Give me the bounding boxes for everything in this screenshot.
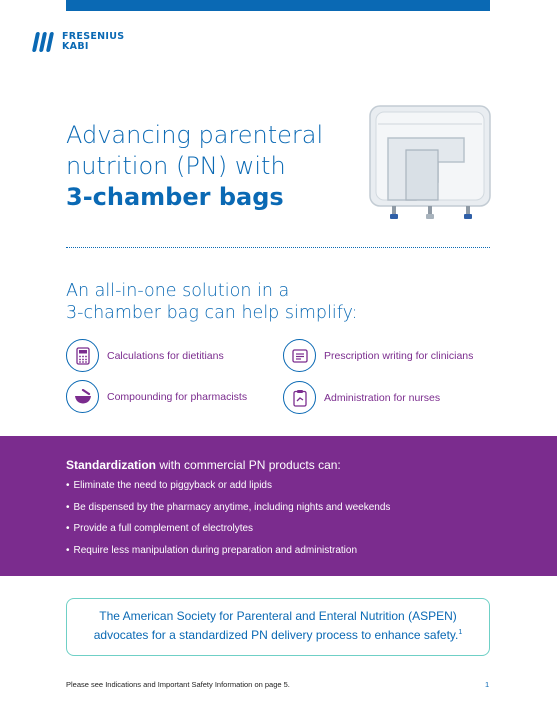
logo-mark-icon bbox=[34, 32, 56, 52]
list-item: • Require less manipulation during preparation and administration bbox=[66, 545, 390, 556]
list-item: • Be dispensed by the pharmacy anytime, including nights and weekends bbox=[66, 502, 390, 513]
logo-wordmark bbox=[62, 32, 124, 52]
section-subhead bbox=[66, 280, 396, 324]
clipboard-icon bbox=[283, 381, 316, 414]
list-item: • Eliminate the need to piggyback or add lipids bbox=[66, 480, 390, 491]
standardization-list bbox=[66, 480, 390, 566]
mortar-pestle-icon bbox=[66, 380, 99, 413]
benefit-label: Calculations for dietitians bbox=[107, 349, 224, 362]
title-line-2: nutrition (PN) with bbox=[66, 152, 286, 180]
list-item: • Provide a full complement of electrolytes bbox=[66, 523, 390, 534]
standardization-heading bbox=[66, 458, 341, 472]
page-number: 1 bbox=[485, 680, 490, 689]
benefit-label: Prescription writing for clinicians bbox=[324, 349, 474, 362]
callout-line-1: The American Society for Parenteral and Enteral Nutrition (ASPEN) bbox=[99, 609, 457, 623]
benefit-label: Administration for nurses bbox=[324, 391, 441, 404]
benefit-label: Compounding for pharmacists bbox=[107, 390, 248, 403]
heading-bold: Standardization bbox=[66, 458, 157, 472]
benefit-administration bbox=[283, 381, 440, 414]
fresenius-kabi-logo bbox=[34, 32, 124, 52]
calculator-icon bbox=[66, 339, 99, 372]
benefit-compounding bbox=[66, 380, 247, 413]
subhead-line-1: An all-in-one solution in a bbox=[66, 281, 290, 301]
prescription-icon bbox=[283, 339, 316, 372]
callout-line-2-text: advocates for a standardized PN delivery process to enhance safety. bbox=[93, 628, 459, 642]
top-color-bar bbox=[66, 0, 490, 11]
logo-line-1: FRESENIUS bbox=[62, 31, 125, 42]
page-title bbox=[66, 120, 366, 213]
three-chamber-bag-image bbox=[366, 102, 494, 224]
footnote-ref: 1 bbox=[458, 629, 463, 636]
logo-line-2: KABI bbox=[62, 41, 89, 52]
standardization-panel bbox=[0, 436, 557, 576]
subhead-line-2: 3-chamber bag can help simplify: bbox=[66, 303, 358, 323]
title-line-1: Advancing parenteral bbox=[66, 121, 324, 149]
callout-line-2 bbox=[67, 626, 489, 645]
benefit-calculations bbox=[66, 339, 224, 372]
dotted-divider bbox=[66, 247, 490, 248]
benefit-prescription bbox=[283, 339, 473, 372]
title-line-3: 3-chamber bags bbox=[66, 183, 284, 211]
footer-note: Please see Indications and Important Safety Information on page 5. bbox=[66, 680, 290, 689]
heading-rest: with commercial PN products can: bbox=[156, 458, 341, 472]
aspen-callout bbox=[66, 598, 490, 656]
